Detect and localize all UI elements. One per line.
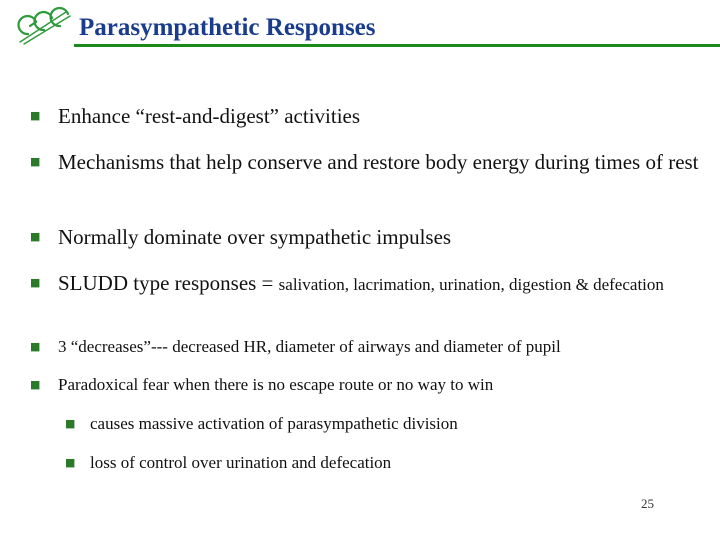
bullet-text: 3 “decreases”--- decreased HR, diameter of airways and diameter of pupil <box>58 337 561 356</box>
bullet-text: Paradoxical fear when there is no escape route or no way to win <box>58 375 494 394</box>
bullet-text-large: SLUDD type responses = <box>58 271 279 295</box>
bullet-item <box>30 104 700 128</box>
title-underline <box>74 44 720 47</box>
sub-bullet-item <box>65 453 685 473</box>
square-bullet-icon: ■ <box>65 456 76 469</box>
logo-text: GCC <box>44 44 47 45</box>
bullet-item <box>30 375 700 395</box>
square-bullet-icon: ■ <box>30 276 41 289</box>
bullet-text <box>58 271 664 297</box>
bullet-text: Normally dominate over sympathetic impulses <box>58 225 452 249</box>
sub-bullet-item <box>65 414 685 434</box>
page-number: 25 <box>641 496 654 511</box>
square-bullet-icon: ■ <box>65 417 76 430</box>
bullet-text-small: salivation, lacrimation, urination, digestion & defecation <box>278 275 664 294</box>
slide-title: Parasympathetic Responses <box>79 14 376 41</box>
gcc-logo-icon <box>14 4 74 48</box>
square-bullet-icon: ■ <box>30 230 41 243</box>
sub-bullet-text: loss of control over urination and defecation <box>90 453 392 472</box>
square-bullet-icon: ■ <box>30 155 41 168</box>
bullet-item <box>30 337 700 357</box>
bullet-text: Enhance “rest-and-digest” activities <box>58 104 361 128</box>
square-bullet-icon: ■ <box>30 378 41 391</box>
square-bullet-icon: ■ <box>30 340 41 353</box>
bullet-item <box>30 225 700 249</box>
square-bullet-icon: ■ <box>30 109 41 122</box>
bullet-item <box>30 271 700 297</box>
bullet-item <box>30 150 700 174</box>
bullet-text: Mechanisms that help conserve and restore body energy during times of rest <box>58 150 699 174</box>
sub-bullet-text: causes massive activation of parasympathetic division <box>90 414 458 433</box>
